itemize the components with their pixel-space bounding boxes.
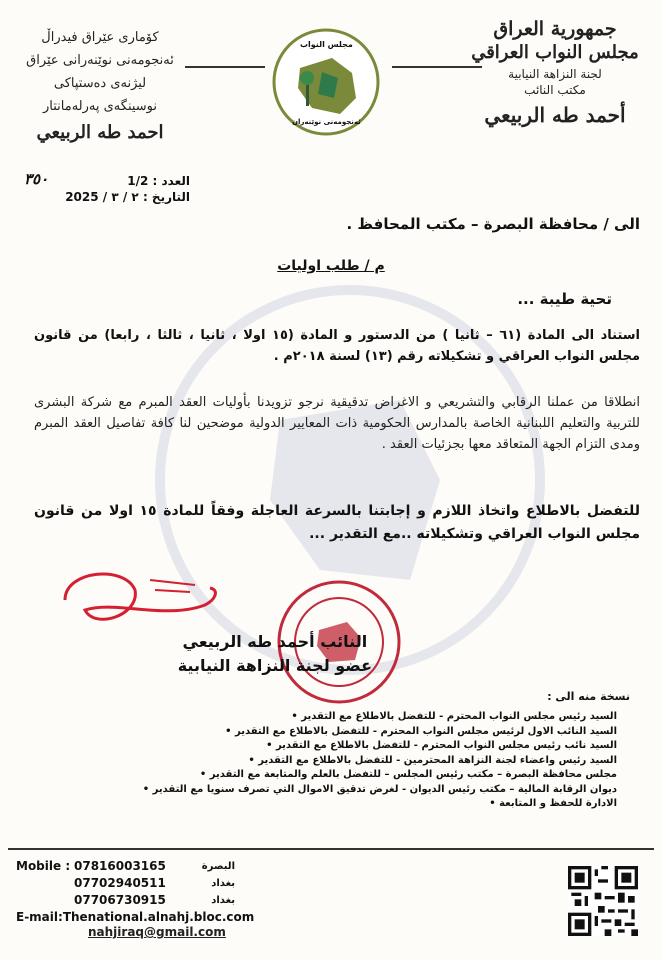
qr-code[interactable]: [568, 866, 638, 936]
cc-item: السيد النائب الاول لرئيس مجلس النواب المحترم - للتفضل بالاطلاع مع التقدير •: [97, 725, 617, 740]
reference-block: [20, 170, 190, 205]
kurdish-office: نوسینگەی پەرلەمانتار: [42, 99, 158, 114]
handwritten-signature: [55, 560, 235, 640]
header-divider-right: [392, 66, 482, 68]
city-3: بغداد: [211, 895, 235, 906]
phone-1[interactable]: 07816003165: [74, 859, 166, 873]
logo-text-top: مجلس النواب: [300, 40, 353, 49]
header-divider-left: [185, 66, 265, 68]
cc-item: السيد رئيس مجلس النواب المحترم - للتفضل بالاطلاع مع التقدير •: [97, 710, 617, 725]
cc-item: مجلس محافظة البصرة – مكتب رئيس المجلس – للتفضل بالعلم والمتابعة مع التقدير •: [97, 768, 617, 783]
paragraph-legal-basis: استناد الى المادة (٦١ – ثانيا ) من الدستور و المادة (١٥ اولا ، ثانيا ، ثالثا ، رابعا) من قانون مجلس النواب العراقي و تشكيلاته رقم (١٣) لسنة ٢٠١٨م .: [34, 328, 640, 364]
kurdish-country: كۆماری عێراق فیدراڵ: [41, 30, 159, 45]
cc-title: نسخة منه الى :: [547, 690, 630, 703]
logo-text-bottom: ئەنجومەنی نوێنەران: [292, 118, 361, 126]
mobile-label: Mobile :: [16, 859, 71, 873]
office-name: مكتب النائب: [524, 83, 586, 97]
cc-list: [97, 710, 617, 812]
header-right-block: [470, 18, 640, 127]
city-1: البصرة: [201, 861, 235, 872]
paragraph-request: انطلاقا من عملنا الرقابي والتشريعي و الاغراض تدقيقية نرجو تزويدنا بأوليات العقد المبرم مع شركة البشرى للتربية والتعليم اللبنانية الخاصة بالمدارس الحكومية ذات المعايير الدولية موضحين لنا كافة تفاصيل العقد المبرم ومدى التزام الجهة المتعاقد معها بجزئيات العقد .: [34, 395, 640, 452]
committee-name: لجنة النزاهة النيابية: [508, 67, 602, 81]
city-2: بغداد: [211, 878, 235, 889]
phone-3[interactable]: 07706730915: [74, 893, 166, 907]
cc-item: الادارة للحفظ و المتابعة •: [97, 797, 617, 812]
country-name: جمهورية العراق: [493, 18, 617, 40]
recipient-line: الى / محافظة البصرة – مكتب المحافظ .: [346, 215, 640, 233]
signatory-name: النائب أحمد طه الربيعي: [182, 632, 368, 651]
kurdish-mp-name: احمد طه الربيعي: [36, 122, 164, 143]
signatory-title: عضو لجنة النزاهة النيابية: [177, 656, 372, 675]
ref-number-value: 1/2: [127, 174, 149, 188]
footer-divider: [8, 848, 654, 850]
phone-2[interactable]: 07702940511: [74, 876, 166, 890]
subject-line: م / طلب اوليات: [277, 258, 385, 274]
greeting: تحية طيبة ...: [517, 290, 612, 308]
ref-date-value: ٢ / ٣ / 2025: [65, 190, 139, 204]
parliament-name: مجلس النواب العراقي: [471, 42, 639, 63]
email-website[interactable]: Thenational.alnahj.bloc.com: [62, 910, 255, 924]
email-gmail[interactable]: nahjiraq@gmail.com: [88, 925, 226, 939]
ref-number-label: العدد :: [152, 174, 190, 188]
phone-cities: [175, 858, 235, 909]
mp-name: أحمد طه الربيعي: [484, 103, 626, 127]
kurdish-committee: لیژنەی دەستپاکی: [53, 76, 147, 91]
signatory-block: [178, 630, 372, 678]
cc-item: السيد نائب رئيس مجلس النواب المحترم - للتفضل بالاطلاع مع التقدير •: [97, 739, 617, 754]
cc-item: السيد رئيس واعضاء لجنة النزاهة المحترمين - للتفضل بالاطلاع مع التقدير •: [97, 754, 617, 769]
ref-date-label: التاريخ :: [142, 190, 190, 204]
email-label: E-mail:: [16, 910, 63, 924]
kurdish-parliament: ئەنجومەنی نوێنەرانی عێراق: [26, 53, 174, 68]
cc-item: ديوان الرقابة المالية – مكتب رئيس الديوان - لغرض تدقيق الاموال التي تصرف سنويا مع التقدير •: [97, 783, 617, 798]
header-left-block: [20, 30, 180, 151]
paragraph-closing: للتفضل بالاطلاع واتخاذ اللازم و إجابتنا بالسرعة العاجلة وفقاً للمادة ١٥ اولا من قانون مجلس النواب العراقي وتشكيلاته ..مع التقدير ...: [34, 503, 640, 542]
ref-number-handwritten: ٣٥٠: [24, 170, 49, 188]
